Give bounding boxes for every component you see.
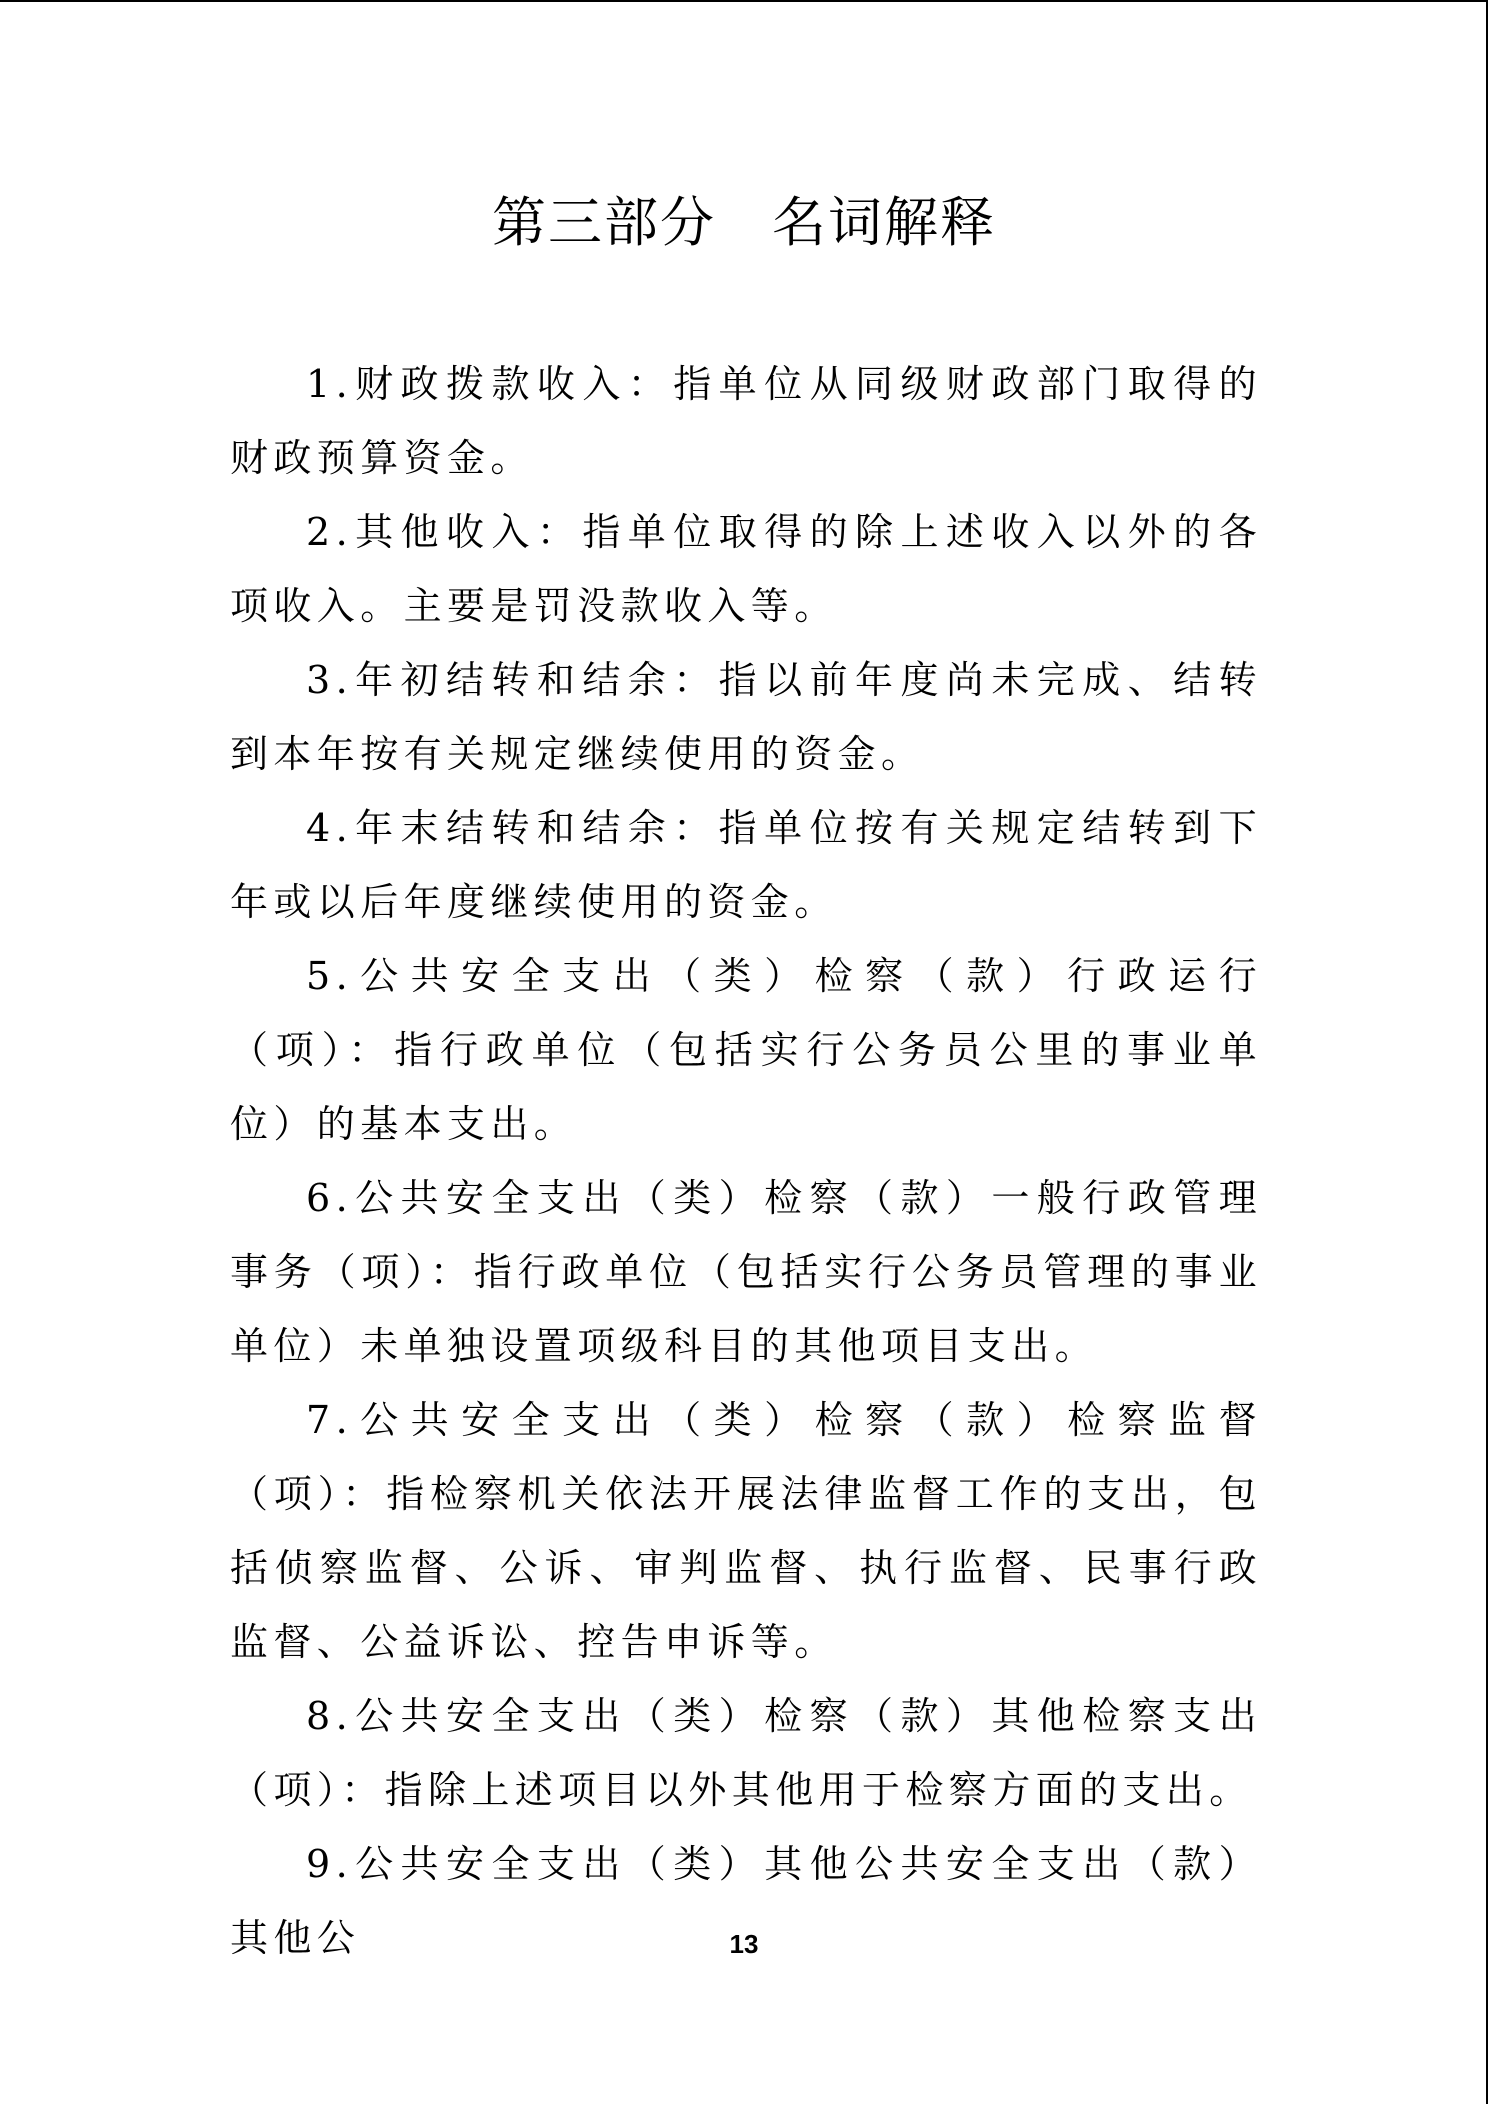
glossary-item-3: 3.年初结转和结余：指以前年度尚未完成、结转到本年按有关规定继续使用的资金。 bbox=[230, 658, 1262, 776]
glossary-item-5: 5.公共安全支出（类）检察（款）行政运行（项）：指行政单位（包括实行公务员公里的事业单位）的基本支出。 bbox=[230, 954, 1262, 1146]
glossary-item-8: 8.公共安全支出（类）检察（款）其他检察支出（项）：指除上述项目以外其他用于检察方面的支出。 bbox=[230, 1694, 1262, 1812]
glossary-item-6: 6.公共安全支出（类）检察（款）一般行政管理事务（项）：指行政单位（包括实行公务员管理的事业单位）未单独设置项级科目的其他项目支出。 bbox=[230, 1176, 1262, 1368]
glossary-item-4: 4.年末结转和结余：指单位按有关规定结转到下年或以后年度继续使用的资金。 bbox=[230, 806, 1262, 924]
page-number: 13 bbox=[729, 1929, 759, 1959]
glossary-item-7: 7.公共安全支出（类）检察（款）检察监督（项）：指检察机关依法开展法律监督工作的支出，包括侦察监督、公诉、审判监督、执行监督、民事行政监督、公益诉讼、控告申诉等。 bbox=[230, 1398, 1262, 1664]
page-title: 第三部分 名词解释 bbox=[492, 191, 996, 254]
glossary-item-2: 2.其他收入：指单位取得的除上述收入以外的各项收入。主要是罚没款收入等。 bbox=[230, 510, 1262, 628]
glossary-body bbox=[230, 347, 1262, 1975]
glossary-item-1: 1.财政拨款收入：指单位从同级财政部门取得的财政预算资金。 bbox=[230, 362, 1262, 480]
glossary-item-9: 9.公共安全支出（类）其他公共安全支出（款）其他公 bbox=[230, 1842, 1262, 1960]
